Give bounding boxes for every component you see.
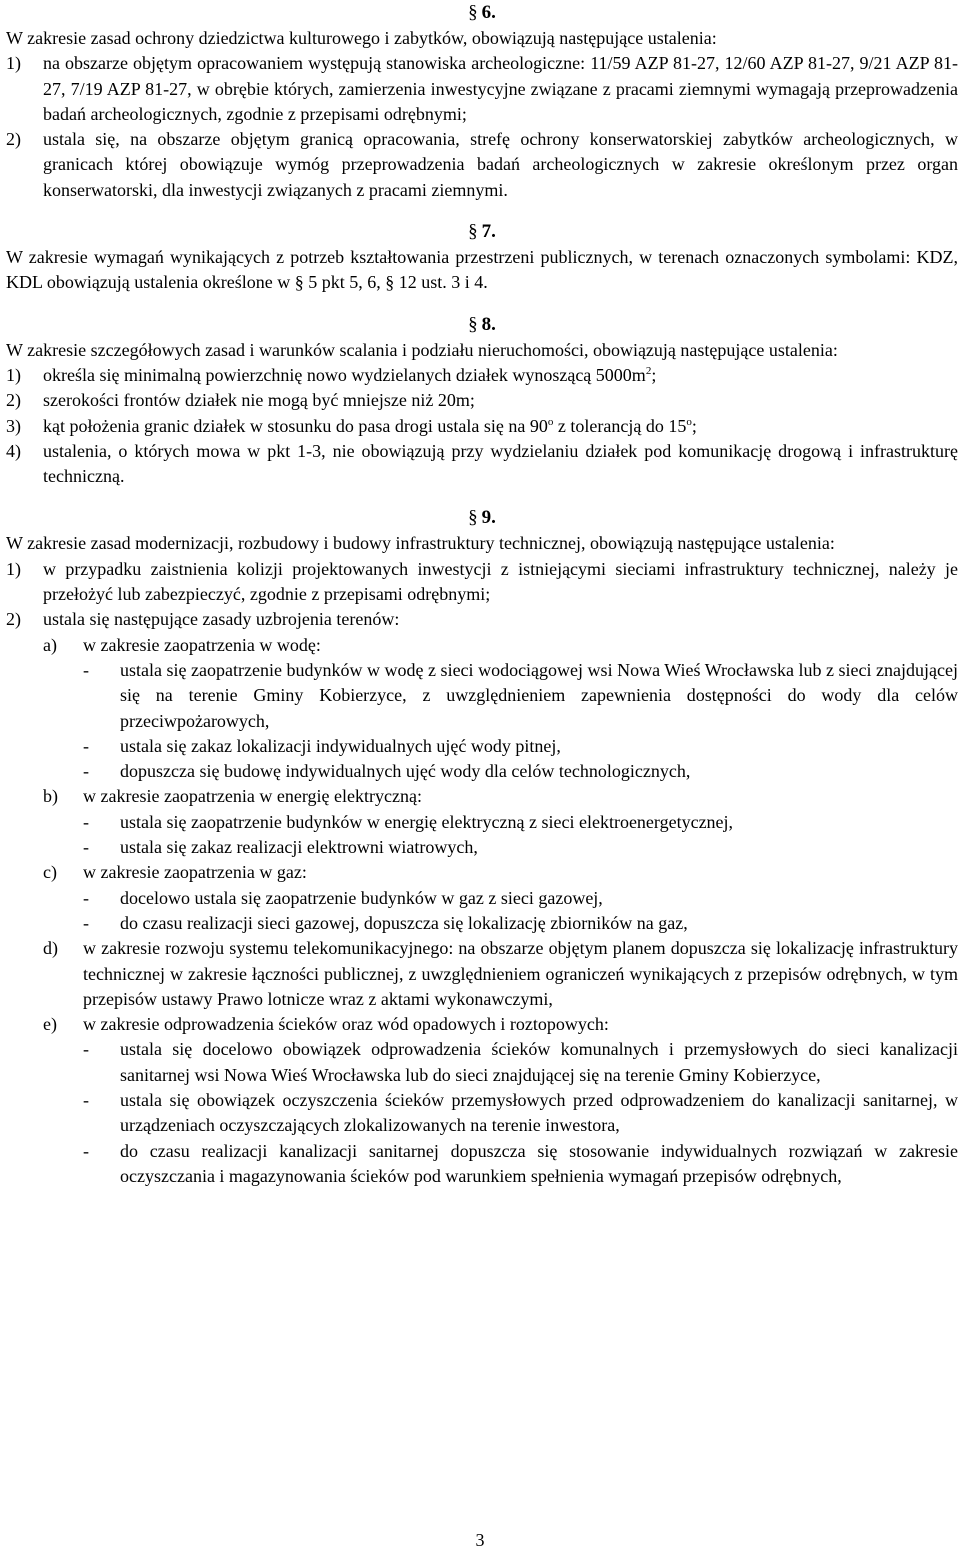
item-text-part: ; [651,364,657,385]
dash-marker: - [83,735,89,756]
item-text-part: kąt położenia granic działek w stosunku do pasa drogi ustala się na 90 [43,415,548,436]
section-number: 6. [481,2,496,23]
sub-item-text: w zakresie zaopatrzenia w wodę: [83,634,321,655]
item-text: w przypadku zaistnienia kolizji projektowanych inwestycji z istniejącymi sieciami infrastruktury technicznej, należy je przełożyć lub zabezpieczyć, zgodnie z przepisami odrębnymi; [43,558,958,605]
section-6-intro: W zakresie zasad ochrony dziedzictwa kulturowego i zabytków, obowiązują następujące ustalenia: [6,28,717,48]
paragraph-sign: § [468,313,478,335]
sub-item-d [6,936,958,1012]
section-number: 8. [481,313,496,335]
item-text: ustala się, na obszarze objętym granicą opracowania, strefę ochrony konserwatorskiej zabytków archeologicznych, w granicach której obowiązuje wymóg przeprowadzenia badań archeologicznych w zakresie określonym przez organ konserwatorski, dla inwestycji związanych z pracami ziemnymi. [43,129,958,200]
dash-marker: - [83,912,89,933]
superscript: 2 [645,364,652,377]
dash-item-text: ustala się docelowo obowiązek odprowadzenia ścieków komunalnych i przemysłowych do sieci kanalizacji sanitarnej wsi Nowa Wieś Wrocławska lub do sieci znajdującej się na terenie Gminy Kobierzyce, [120,1039,958,1085]
item-text: ustalenia, o których mowa w pkt 1-3, nie obowiązują przy wydzielaniu działek pod komunikację drogową i infrastrukturę techniczną. [43,440,958,487]
list-item [6,388,958,413]
sub-item-text: w zakresie odprowadzenia ścieków oraz wód opadowych i roztopowych: [83,1014,609,1035]
section-9-intro: W zakresie zasad modernizacji, rozbudowy i budowy infrastruktury technicznej, obowiązują następujące ustalenia: [6,533,835,554]
item-number: 1) [6,364,21,385]
dash-item-text: do czasu realizacji kanalizacji sanitarnej dopuszcza się stosowanie indywidualnych rozwiązań w zakresie oczyszczania i magazynowania ścieków pod warunkiem spełnienia wymagań przepisów odrębnych, [120,1140,958,1186]
dash-marker: - [83,659,89,680]
dash-marker: - [83,837,89,858]
paragraph-sign: § [385,272,395,293]
item-text: na obszarze objętym opracowaniem występują stanowiska archeologiczne: 11/59 AZP 81-27, 12/60 AZP 81-27, 9/21 AZP 81-27, 7/19 AZP 81-27, w obrębie których, zamierzenia inwestycyjne związane z pracami ziemnymi wymagają przeprowadzenia badań archeologicznych, zgodnie z przepisami odrębnymi; [43,53,958,124]
list-item [6,414,958,439]
item-text [43,363,958,388]
section-7-text-part: W zakresie wymagań wynikających z potrzeb kształtowania przestrzeni publicznych, w terenach oznaczonych symbolami: KDZ, KDL obowiązują ustalenia określone w [6,247,958,293]
superscript: o [547,415,554,428]
item-text-part: określa się minimalną powierzchnię nowo wydzielanych działek wynoszącą 5000m [43,364,646,385]
item-text-part: z tolerancją do 15 [553,415,687,436]
dash-item-text: docelowo ustala się zaopatrzenie budynków w gaz z sieci gazowej, [120,887,603,908]
list-item [6,51,958,127]
section-heading-6 [6,0,958,26]
section-8-intro: W zakresie szczegółowych zasad i warunków scalania i podziału nieruchomości, obowiązują następujące ustalenia: [6,339,838,360]
paragraph-sign: § [294,272,304,293]
sub-item-letter: c) [43,862,57,883]
sub-item-a [6,633,958,658]
document-page [6,0,958,1189]
dash-marker: - [83,811,89,832]
dash-item [6,810,958,835]
item-text: szerokości frontów działek nie mogą być mniejsze niż 20m; [43,390,475,411]
sub-item-b [6,784,958,809]
dash-item-text: do czasu realizacji sieci gazowej, dopuszcza się lokalizację zbiorników na gaz, [120,912,688,933]
section-heading-7 [6,219,958,245]
item-number: 1) [6,558,21,579]
dash-marker: - [83,887,89,908]
dash-item [6,911,958,936]
sub-item-text: w zakresie rozwoju systemu telekomunikacyjnego: na obszarze objętym planem dopuszcza się lokalizację infrastruktury technicznej w zakresie łączności publicznej, z uwzględnieniem ograniczeń wynikających z przepisów odrębnych, w tym przepisów ustawy Prawo lotnicze wraz z aktami wykonawczymi, [83,938,958,1009]
list-item [6,439,958,490]
dash-item-text: ustala się zakaz realizacji elektrowni wiatrowych, [120,837,478,858]
sub-item-letter: e) [43,1014,57,1035]
sub-item-text: w zakresie zaopatrzenia w energię elektryczną: [83,786,422,807]
section-number: 7. [481,221,496,243]
list-item [6,363,958,388]
section-number: 9. [481,507,496,529]
section-7-reference: 5 pkt 5, 6, [308,272,381,293]
dash-item-text: ustala się zakaz lokalizacji indywidualnych ujęć wody pitnej, [120,735,561,756]
item-text [43,414,958,439]
page-number: 3 [475,1530,485,1550]
dash-item-text: ustala się zaopatrzenie budynków w wodę z sieci wodociągowej wsi Nowa Wieś Wrocławska lub z sieci znajdującej się na terenie Gminy Kobierzyce, z uwzględnieniem zapewnienia dostępności do wody dla celów przeciwpożarowych, [120,659,958,731]
sub-item-text: w zakresie zaopatrzenia w gaz: [83,862,307,883]
dash-item [6,1088,958,1139]
dash-marker: - [83,1140,89,1161]
item-number: 3) [6,415,21,436]
list-item [6,607,958,632]
dash-marker: - [83,1039,89,1060]
dash-marker: - [83,1089,89,1110]
dash-item [6,658,958,734]
item-number: 2) [6,129,21,150]
sub-item-letter: a) [43,634,57,655]
section-heading-8 [6,312,958,338]
dash-item-text: ustala się zaopatrzenie budynków w energię elektryczną z sieci elektroenergetycznej, [120,811,734,832]
list-item [6,557,958,608]
paragraph-sign: § [468,2,478,23]
sub-item-letter: b) [43,786,58,807]
item-number: 4) [6,440,21,461]
item-number: 2) [6,609,21,630]
section-heading-9 [6,505,958,531]
list-item [6,127,958,203]
paragraph-sign: § [468,221,478,243]
section-7-text [6,245,958,296]
paragraph-sign: § [468,507,478,529]
item-text-part: ; [691,415,697,436]
superscript: o [686,415,692,428]
sub-item-letter: d) [43,938,58,959]
sub-item-c [6,860,958,885]
item-number: 1) [6,53,21,74]
dash-item [6,886,958,911]
dash-item [6,1139,958,1190]
dash-item [6,835,958,860]
section-7-reference: 12 ust. 3 i 4. [398,272,488,293]
sub-item-e [6,1012,958,1037]
dash-marker: - [83,761,89,782]
item-text: ustala się następujące zasady uzbrojenia terenów: [43,609,400,630]
dash-item [6,759,958,784]
dash-item [6,734,958,759]
dash-item-text: dopuszcza się budowę indywidualnych ujęć wody dla celów technologicznych, [120,761,691,782]
item-number: 2) [6,390,21,411]
dash-item-text: ustala się obowiązek oczyszczenia ścieków przemysłowych przed odprowadzeniem do kanalizacji sanitarnej, w urządzeniach oczyszczających zlokalizowanych na terenie inwestora, [120,1089,958,1136]
dash-item [6,1037,958,1088]
